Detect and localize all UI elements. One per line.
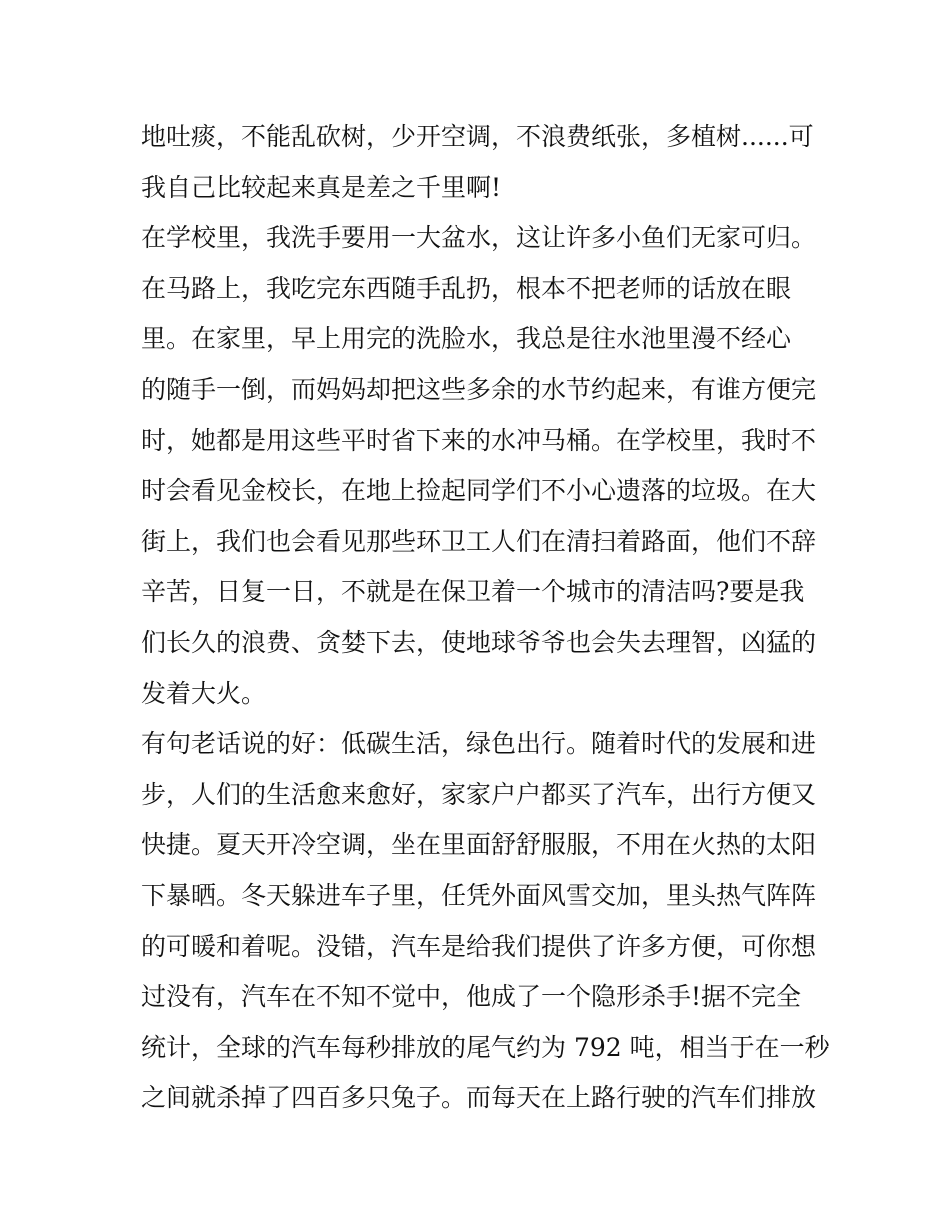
text-line: 的可暖和着呢。没错，汽车是给我们提供了许多方便，可你想 (141, 931, 817, 961)
text-line: 里。在家里，早上用完的洗脸水，我总是往水池里漫不经心 (141, 324, 792, 354)
text-line: 时会看见金校长，在地上捡起同学们不小心遗落的垃圾。在大 (141, 476, 817, 506)
text-line: 们长久的浪费、贪婪下去，使地球爷爷也会失去理智，凶猛的 (141, 627, 817, 657)
text-line: 在学校里，我洗手要用一大盆水，这让许多小鱼们无家可归。 (141, 223, 817, 253)
text-line: 发着大火。 (141, 678, 267, 708)
text-line: 之间就杀掉了四百多只兔子。而每天在上路行驶的汽车们排放 (141, 1083, 817, 1113)
text-line: 辛苦，日复一日，不就是在保卫着一个城市的清洁吗?要是我 (141, 577, 805, 607)
text-line: 步，人们的生活愈来愈好，家家户户都买了汽车，出行方便又 (141, 779, 817, 809)
text-line: 统计，全球的汽车每秒排放的尾气约为 792 吨，相当于在一秒 (141, 1032, 830, 1062)
text-line: 下暴晒。冬天躲进车子里，任凭外面风雪交加，里头热气阵阵 (141, 880, 817, 910)
text-line: 快捷。夏天开冷空调，坐在里面舒舒服服，不用在火热的太阳 (141, 830, 817, 860)
text-line: 有句老话说的好：低碳生活，绿色出行。随着时代的发展和进 (141, 729, 817, 759)
text-line: 地吐痰，不能乱砍树，少开空调，不浪费纸张，多植树......可 (141, 122, 814, 151)
text-line: 我自己比较起来真是差之千里啊! (141, 172, 502, 202)
text-line: 时，她都是用这些平时省下来的水冲马桶。在学校里，我时不 (141, 425, 817, 455)
text-line: 的随手一倒，而妈妈却把这些多余的水节约起来，有谁方便完 (141, 374, 817, 404)
text-line: 街上，我们也会看见那些环卫工人们在清扫着路面，他们不辞 (141, 526, 817, 556)
text-line: 过没有，汽车在不知不觉中，他成了一个隐形杀手!据不完全 (141, 982, 802, 1012)
text-line: 在马路上，我吃完东西随手乱扔，根本不把老师的话放在眼 (141, 273, 792, 303)
document-body (141, 112, 830, 1124)
